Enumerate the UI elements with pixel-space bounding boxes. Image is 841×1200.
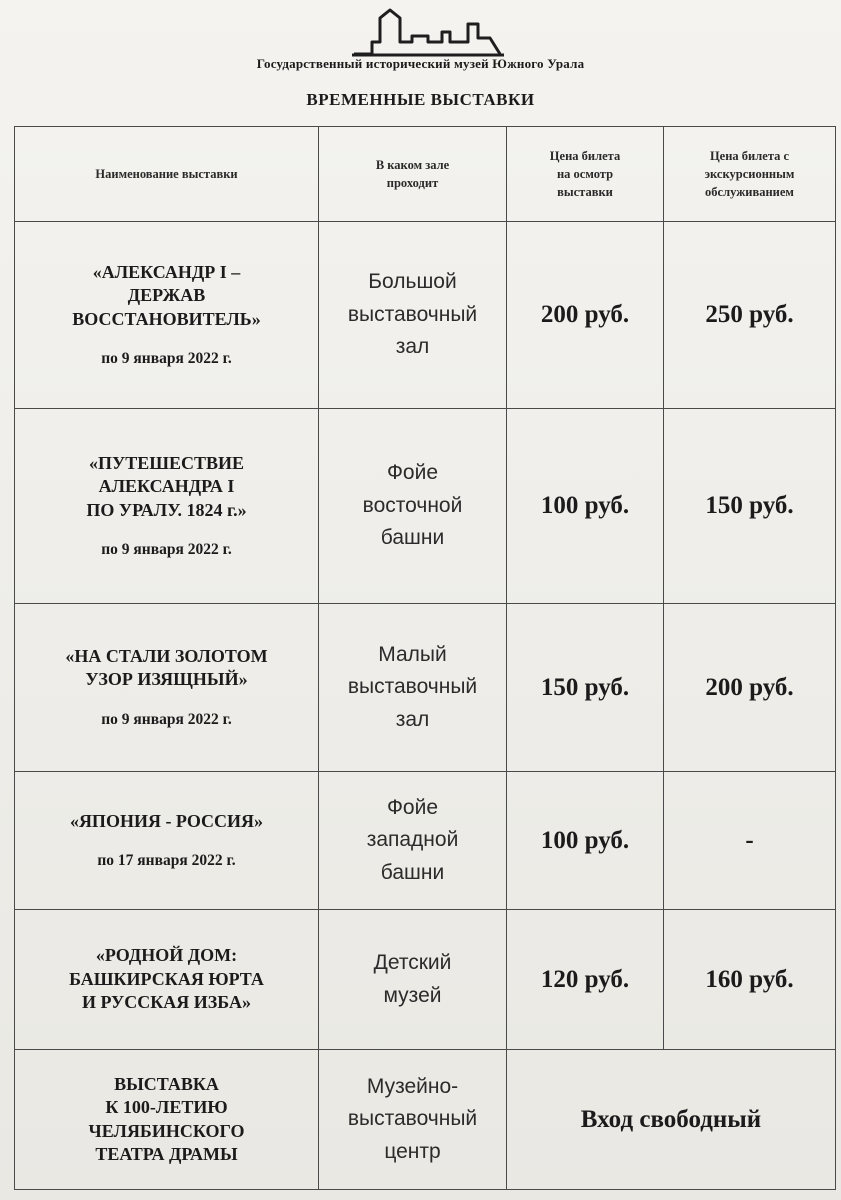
exhibition-end-date: по 9 января 2022 г. [101,350,232,368]
hall-cell: Фойе восточной башни [319,409,507,604]
column-header-price: Цена билета на осмотр выставки [507,127,664,222]
table-row [15,409,836,604]
hall-cell: Детский музей [319,910,507,1050]
museum-name: Государственный исторический музей Южного Урала [256,56,585,71]
ticket-price: 100 руб. [507,409,664,604]
page-title: ВРЕМЕННЫЕ ВЫСТАВКИ [306,90,535,109]
tour-ticket-price: 150 руб. [664,409,836,604]
ticket-price: 200 руб. [507,222,664,409]
exhibition-title: «РОДНОЙ ДОМ: БАШКИРСКАЯ ЮРТА И РУССКАЯ ИЗБА» [15,910,319,1050]
exhibition-title: «ЯПОНИЯ - РОССИЯ» [69,810,264,831]
hall-cell: Малый выставочный зал [319,604,507,772]
exhibitions-table [14,126,836,1190]
exhibition-cell [15,772,319,910]
column-header-name: Наименование выставки [15,127,319,222]
table-header-row [15,127,836,222]
ticket-price: 120 руб. [507,910,664,1050]
exhibition-cell [15,409,319,604]
exhibition-title: «НА СТАЛИ ЗОЛОТОМ УЗОР ИЗЯЩНЫЙ» [65,646,268,690]
ticket-price: 100 руб. [507,772,664,910]
ticket-price: 150 руб. [507,604,664,772]
museum-logo-icon [350,8,506,58]
hall-cell: Большой выставочный зал [319,222,507,409]
exhibition-cell [15,222,319,409]
column-header-price-tour: Цена билета с экскурсионным обслуживанием [664,127,836,222]
exhibition-end-date: по 9 января 2022 г. [101,541,232,559]
table-row [15,910,836,1050]
tour-ticket-price: 200 руб. [664,604,836,772]
table-row [15,222,836,409]
exhibition-cell [15,604,319,772]
column-header-hall: В каком зале проходит [319,127,507,222]
tour-ticket-price: - [664,772,836,910]
exhibition-title: «ПУТЕШЕСТВИЕ АЛЕКСАНДРА I ПО УРАЛУ. 1824 г.» [86,452,247,520]
hall-cell: Фойе западной башни [319,772,507,910]
exhibition-end-date: по 9 января 2022 г. [101,710,232,728]
tour-ticket-price: 160 руб. [664,910,836,1050]
exhibition-end-date: по 17 января 2022 г. [97,852,236,870]
table-row [15,604,836,772]
table-row [15,1050,836,1190]
table-row [15,772,836,910]
exhibition-title: «АЛЕКСАНДР I – ДЕРЖАВ ВОССТАНОВИТЕЛЬ» [72,261,261,329]
free-entry-note: Вход свободный [507,1050,836,1190]
tour-ticket-price: 250 руб. [664,222,836,409]
hall-cell: Музейно- выставочный центр [319,1050,507,1190]
exhibition-title: ВЫСТАВКА К 100-ЛЕТИЮ ЧЕЛЯБИНСКОГО ТЕАТРА ДРАМЫ [15,1050,319,1190]
